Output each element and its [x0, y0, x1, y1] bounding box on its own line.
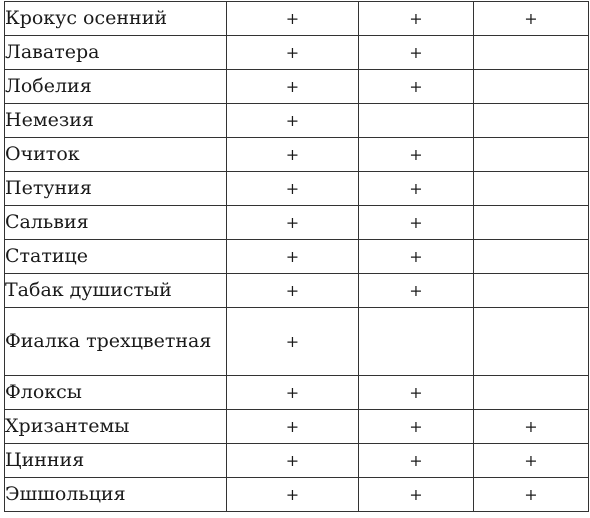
mark-cell: +	[227, 2, 359, 36]
mark-cell: +	[474, 444, 589, 478]
table-row	[5, 206, 589, 240]
mark-cell	[474, 138, 589, 172]
table-row	[5, 240, 589, 274]
mark-cell: +	[359, 410, 474, 444]
plant-name-cell: Немезия	[5, 104, 227, 138]
mark-cell	[474, 274, 589, 308]
mark-cell	[359, 104, 474, 138]
plant-name-cell: Крокус осенний	[5, 2, 227, 36]
mark-cell: +	[227, 36, 359, 70]
mark-cell	[474, 104, 589, 138]
mark-cell: +	[474, 478, 589, 512]
table-row	[5, 70, 589, 104]
plant-name-cell: Петуния	[5, 172, 227, 206]
plant-name-cell: Эшшольция	[5, 478, 227, 512]
mark-cell: +	[359, 138, 474, 172]
mark-cell: +	[359, 274, 474, 308]
plant-name-cell: Фиалка трехцветная	[5, 308, 227, 376]
mark-cell: +	[227, 70, 359, 104]
mark-cell: +	[359, 478, 474, 512]
mark-cell	[474, 36, 589, 70]
mark-cell: +	[474, 2, 589, 36]
table-row	[5, 172, 589, 206]
mark-cell: +	[227, 274, 359, 308]
plant-table	[4, 1, 589, 512]
mark-cell: +	[227, 206, 359, 240]
plant-name-cell: Цинния	[5, 444, 227, 478]
mark-cell: +	[474, 410, 589, 444]
mark-cell: +	[227, 410, 359, 444]
plant-name-cell: Очиток	[5, 138, 227, 172]
table-row	[5, 376, 589, 410]
table-row	[5, 444, 589, 478]
plant-name-cell: Табак душистый	[5, 274, 227, 308]
mark-cell	[474, 308, 589, 376]
mark-cell: +	[359, 36, 474, 70]
mark-cell	[474, 70, 589, 104]
mark-cell: +	[227, 240, 359, 274]
table-row	[5, 104, 589, 138]
mark-cell: +	[359, 206, 474, 240]
table-row	[5, 2, 589, 36]
mark-cell: +	[359, 172, 474, 206]
plant-name-cell: Статице	[5, 240, 227, 274]
table-row	[5, 36, 589, 70]
mark-cell: +	[359, 2, 474, 36]
plant-name-cell: Сальвия	[5, 206, 227, 240]
mark-cell: +	[227, 478, 359, 512]
table-row	[5, 410, 589, 444]
mark-cell: +	[359, 376, 474, 410]
plant-name-cell: Хризантемы	[5, 410, 227, 444]
mark-cell: +	[227, 376, 359, 410]
plant-name-cell: Лобелия	[5, 70, 227, 104]
mark-cell: +	[227, 172, 359, 206]
table-row	[5, 478, 589, 512]
table-row	[5, 308, 589, 376]
plant-name-cell: Лаватера	[5, 36, 227, 70]
mark-cell	[359, 308, 474, 376]
mark-cell: +	[359, 240, 474, 274]
mark-cell	[474, 172, 589, 206]
mark-cell: +	[359, 444, 474, 478]
mark-cell: +	[359, 70, 474, 104]
table-row	[5, 274, 589, 308]
mark-cell: +	[227, 308, 359, 376]
mark-cell	[474, 206, 589, 240]
mark-cell: +	[227, 104, 359, 138]
mark-cell: +	[227, 138, 359, 172]
mark-cell	[474, 376, 589, 410]
plant-name-cell: Флоксы	[5, 376, 227, 410]
mark-cell: +	[227, 444, 359, 478]
mark-cell	[474, 240, 589, 274]
table-row	[5, 138, 589, 172]
